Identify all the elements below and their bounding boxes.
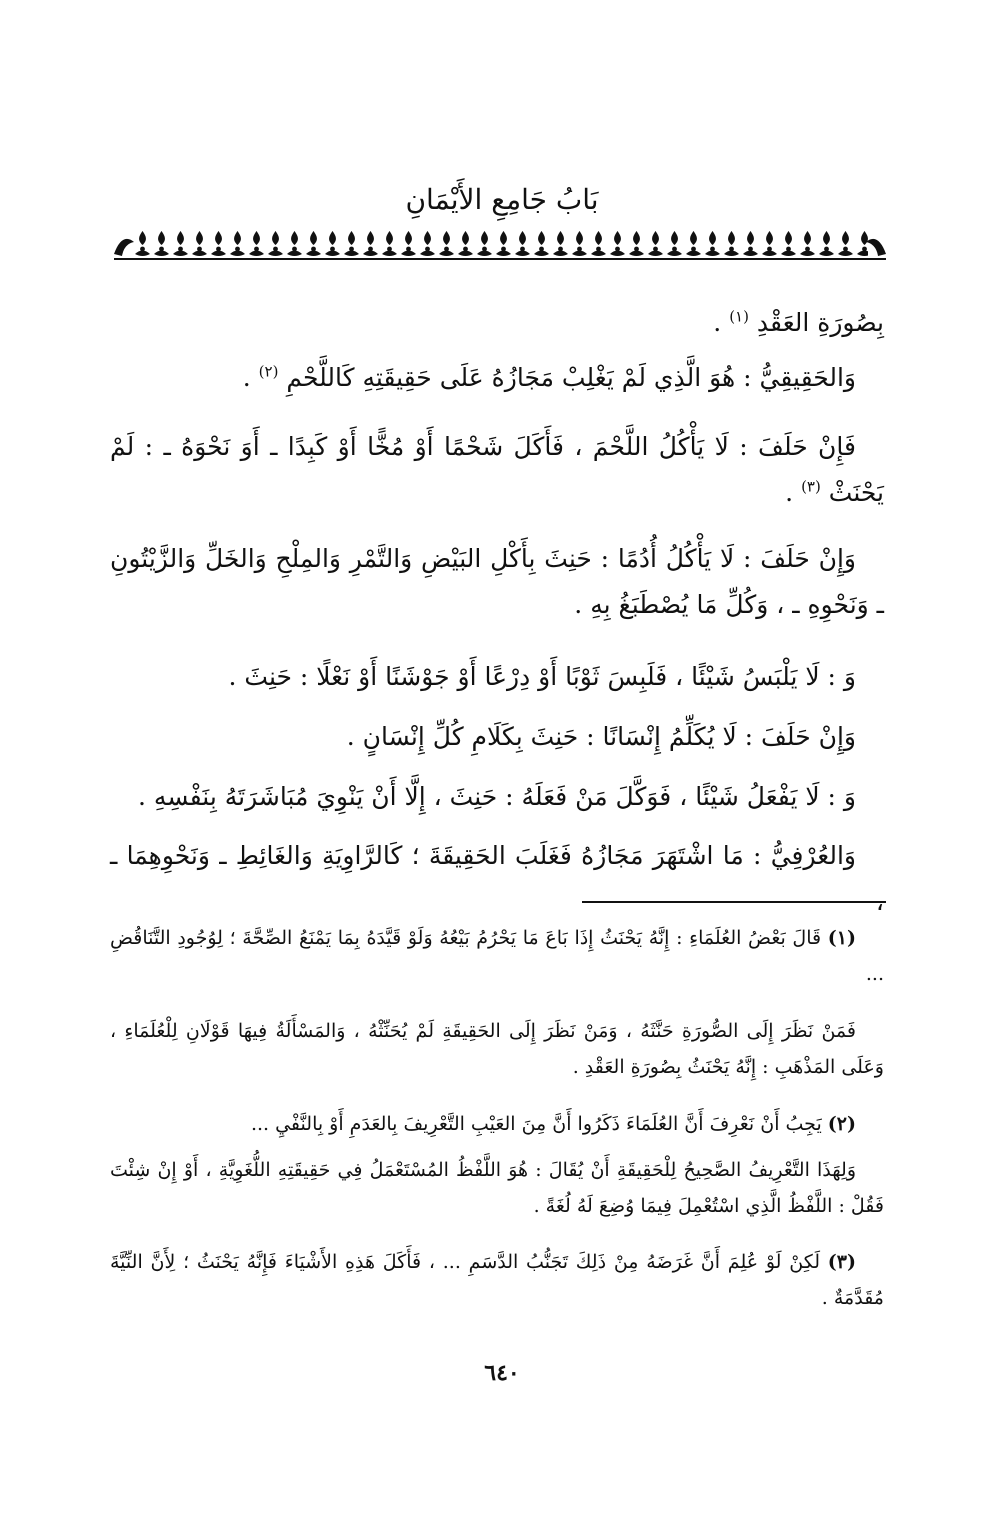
- paragraph-text: فَإِنْ حَلَفَ : لَا يَأْكُلُ اللَّحْمَ ، فَأَكَلَ شَحْمًا أَوْ مُخًّا أَوْ كَبِدًا ـ أَوَ نَحْوَهُ ـ : لَمْ يَحْنَثْ: [110, 432, 884, 507]
- footnote-number: (٢): [827, 1113, 856, 1135]
- decorative-border: [114, 228, 886, 260]
- footnote-2: [110, 1106, 884, 1142]
- paragraph-text: وَالحَقِيقِيُّ : هُوَ الَّذِي لَمْ يَغْلِبْ مَجَازُهُ عَلَى حَقِيقَتِهِ كَاللَّحْمِ: [286, 363, 856, 392]
- paragraph-1: [110, 300, 884, 346]
- paragraph-5: وَ : لَا يَلْبَسُ شَيْئًا ، فَلَبِسَ ثَوْبًا أَوْ دِرْعًا أَوْ جَوْشَنًا أَوْ نَعْلًا : حَنِثَ .: [228, 662, 856, 691]
- paragraph-end: .: [242, 363, 251, 392]
- paragraph-end: .: [713, 308, 722, 337]
- footnote-ref-1: (١): [729, 307, 749, 326]
- paragraph-end: .: [785, 478, 794, 507]
- paragraph-7: وَ : لَا يَفْعَلُ شَيْئًا ، فَوَكَّلَ مَنْ فَعَلَهُ : حَنِثَ ، إِلَّا أَنْ يَنْوِيَ مُبَاشَرَتَهُ بِنَفْسِهِ .: [138, 782, 856, 811]
- footnote-text: قَالَ بَعْضُ العُلَمَاءِ : إِنَّهُ يَحْنَثُ إِذَا بَاعَ مَا يَحْرُمُ بَيْعُهُ وَلَوْ قَيَّدَهُ بِمَا يَمْنَعُ الصِّحَّةَ ؛ لِوُجُودِ التَّنَاقُضِ ...: [110, 927, 884, 985]
- chapter-title: بَابُ جَامِعِ الأَيْمَانِ: [405, 183, 599, 216]
- footnote-2-continued: وَلِهَذَا التَّعْرِيفُ الصَّحِيحُ لِلْحَقِيقَةِ أَنْ يُقَالَ : هُوَ اللَّفْظُ المُسْتَعْمَلُ فِي حَقِيقَتِهِ اللُّغَوِيَّةِ ، أَوْ إِنْ شِئْتَ فَقُلْ : اللَّفْظُ الَّذِي اسْتُعْمِلَ فِيمَا وُضِعَ لَهُ لُغَةً .: [110, 1159, 884, 1217]
- paragraph-4: وَإِنْ حَلَفَ : لَا يَأْكُلُ أُدُمًا : حَنِثَ بِأَكْلِ البَيْضِ وَالتَّمْرِ وَالمِلْحِ وَالخَلِّ وَالزَّيْتُونِ ـ وَنَحْوِهِ ـ ، وَكُلِّ مَا يُصْطَبَغُ بِهِ .: [110, 544, 884, 619]
- paragraph-8: وَالعُرْفِيُّ : مَا اشْتَهَرَ مَجَازُهُ فَغَلَبَ الحَقِيقَةَ ؛ كَالرَّاوِيَةِ وَالغَائِطِ ـ وَنَحْوِهِمَا ـ ،: [110, 841, 884, 916]
- footnote-3: [110, 1244, 884, 1316]
- footnote-number: (١): [827, 927, 856, 949]
- paragraph-6: وَإِنْ حَلَفَ : لَا يُكَلِّمُ إِنْسَانًا : حَنِثَ بِكَلَامِ كُلِّ إِنْسَانٍ .: [346, 722, 856, 751]
- page-number: ٦٤٠: [484, 1360, 520, 1386]
- footnote-text: يَجِبُ أَنْ نَعْرِفَ أَنَّ العُلَمَاءَ ذَكَرُوا أَنَّ مِنَ العَيْبِ التَّعْرِيفَ بِالعَدَمِ أَوْ بِالنَّفْيِ ...: [250, 1113, 822, 1135]
- footnote-text: لَكِنْ لَوْ عُلِمَ أَنَّ غَرَضَهُ مِنْ ذَلِكَ تَجَنُّبُ الدَّسَمِ ... ، فَأَكَلَ هَذِهِ الأَشْيَاءَ فَإِنَّهُ يَحْنَثُ ؛ لِأَنَّ النِّيَّةَ مُقَدَّمَةٌ .: [110, 1251, 884, 1309]
- footnote-1: [110, 920, 884, 992]
- footnote-number: (٣): [827, 1251, 857, 1273]
- paragraph-3: [110, 424, 884, 516]
- footnote-1-continued: فَمَنْ نَظَرَ إِلَى الصُّورَةِ حَنَّثَهُ ، وَمَنْ نَظَرَ إِلَى الحَقِيقَةِ لَمْ يُحَنِّثْهُ ، وَالمَسْأَلَةُ فِيهَا قَوْلَانِ لِلْعُلَمَاءِ ، وَعَلَى المَذْهَبِ : إِنَّهُ يَحْنَثُ بِصُورَةِ العَقْدِ .: [110, 1020, 884, 1078]
- paragraph-text: بِصُورَةِ العَقْدِ: [756, 308, 884, 337]
- footnote-ref-2: (٢): [258, 362, 279, 381]
- footnote-separator: [582, 901, 886, 903]
- paragraph-2: [110, 355, 884, 401]
- footnote-ref-3: (٣): [801, 477, 821, 496]
